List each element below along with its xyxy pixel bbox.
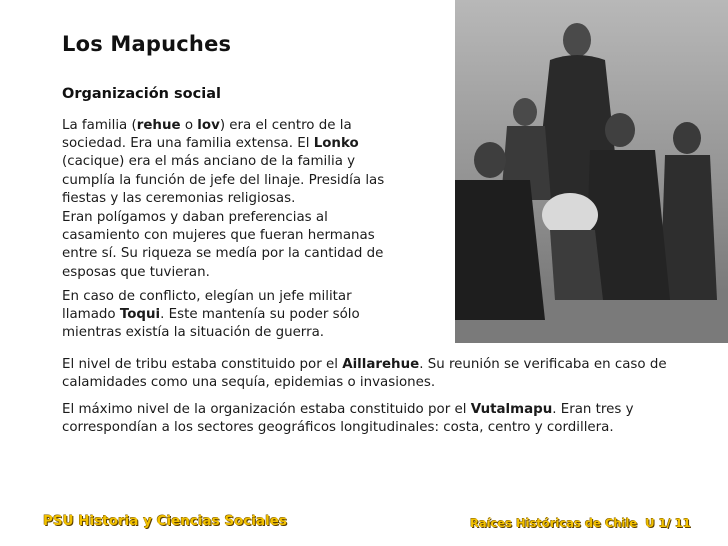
footer-unit-title: Raíces Históricas de Chile xyxy=(470,516,638,530)
term-vutalmapu: Vutalmapu xyxy=(470,402,553,417)
term-lov: lov xyxy=(197,118,220,133)
text-run: ) era el centro de la sociedad. Era una familia extensa. El xyxy=(62,118,352,152)
text-run: . Su reunión se verificaba en caso de calamidades como una sequía, epidemias o invasiones. xyxy=(62,357,667,391)
mapuche-family-photo xyxy=(455,0,728,343)
page-title: Los Mapuches xyxy=(62,32,232,56)
text-run: La familia ( xyxy=(62,118,137,133)
section-subtitle: Organización social xyxy=(62,86,221,102)
text-run: . Este mantenía su poder sólo mientras existía la situación de guerra. xyxy=(62,307,360,341)
text-run: El nivel de tribu estaba constituido por el xyxy=(62,357,343,372)
text-run: . Eran tres y correspondían a los sectores geográficos longitudinales: costa, centro y cordillera. xyxy=(62,402,634,436)
photo-illustration xyxy=(455,0,728,343)
paragraph-family xyxy=(62,117,397,208)
footer-page-number: U 1/ 11 xyxy=(645,516,691,530)
paragraph-toqui xyxy=(62,288,397,343)
term-toqui: Toqui xyxy=(119,307,161,323)
text-run: (cacique) era el más anciano de la familia y cumplía la función de jefe del linaje. Presidía las fiestas y las ceremonias religiosas. xyxy=(62,154,385,206)
term-aillarehue: Aillarehue xyxy=(342,357,420,372)
paragraph-aillarehue xyxy=(62,356,702,392)
paragraph-vutalmapu xyxy=(62,401,702,437)
text-run: El máximo nivel de la organización estaba constituido por el xyxy=(62,402,471,417)
term-lonko: Lonko xyxy=(313,136,359,152)
text-run: En caso de conflicto, elegían un jefe militar llamado xyxy=(62,289,352,323)
text-run: o xyxy=(180,118,198,133)
footer-course-title: PSU Historia y Ciencias Sociales xyxy=(43,513,287,529)
footer-unit-info xyxy=(470,516,691,530)
paragraph-polygamy: Eran polígamos y daban preferencias al casamiento con mujeres que fueran hermanas entre sí. Su riqueza se medía por la cantidad de esposas que tuvieran. xyxy=(62,210,384,280)
term-rehue: rehue xyxy=(136,118,181,133)
